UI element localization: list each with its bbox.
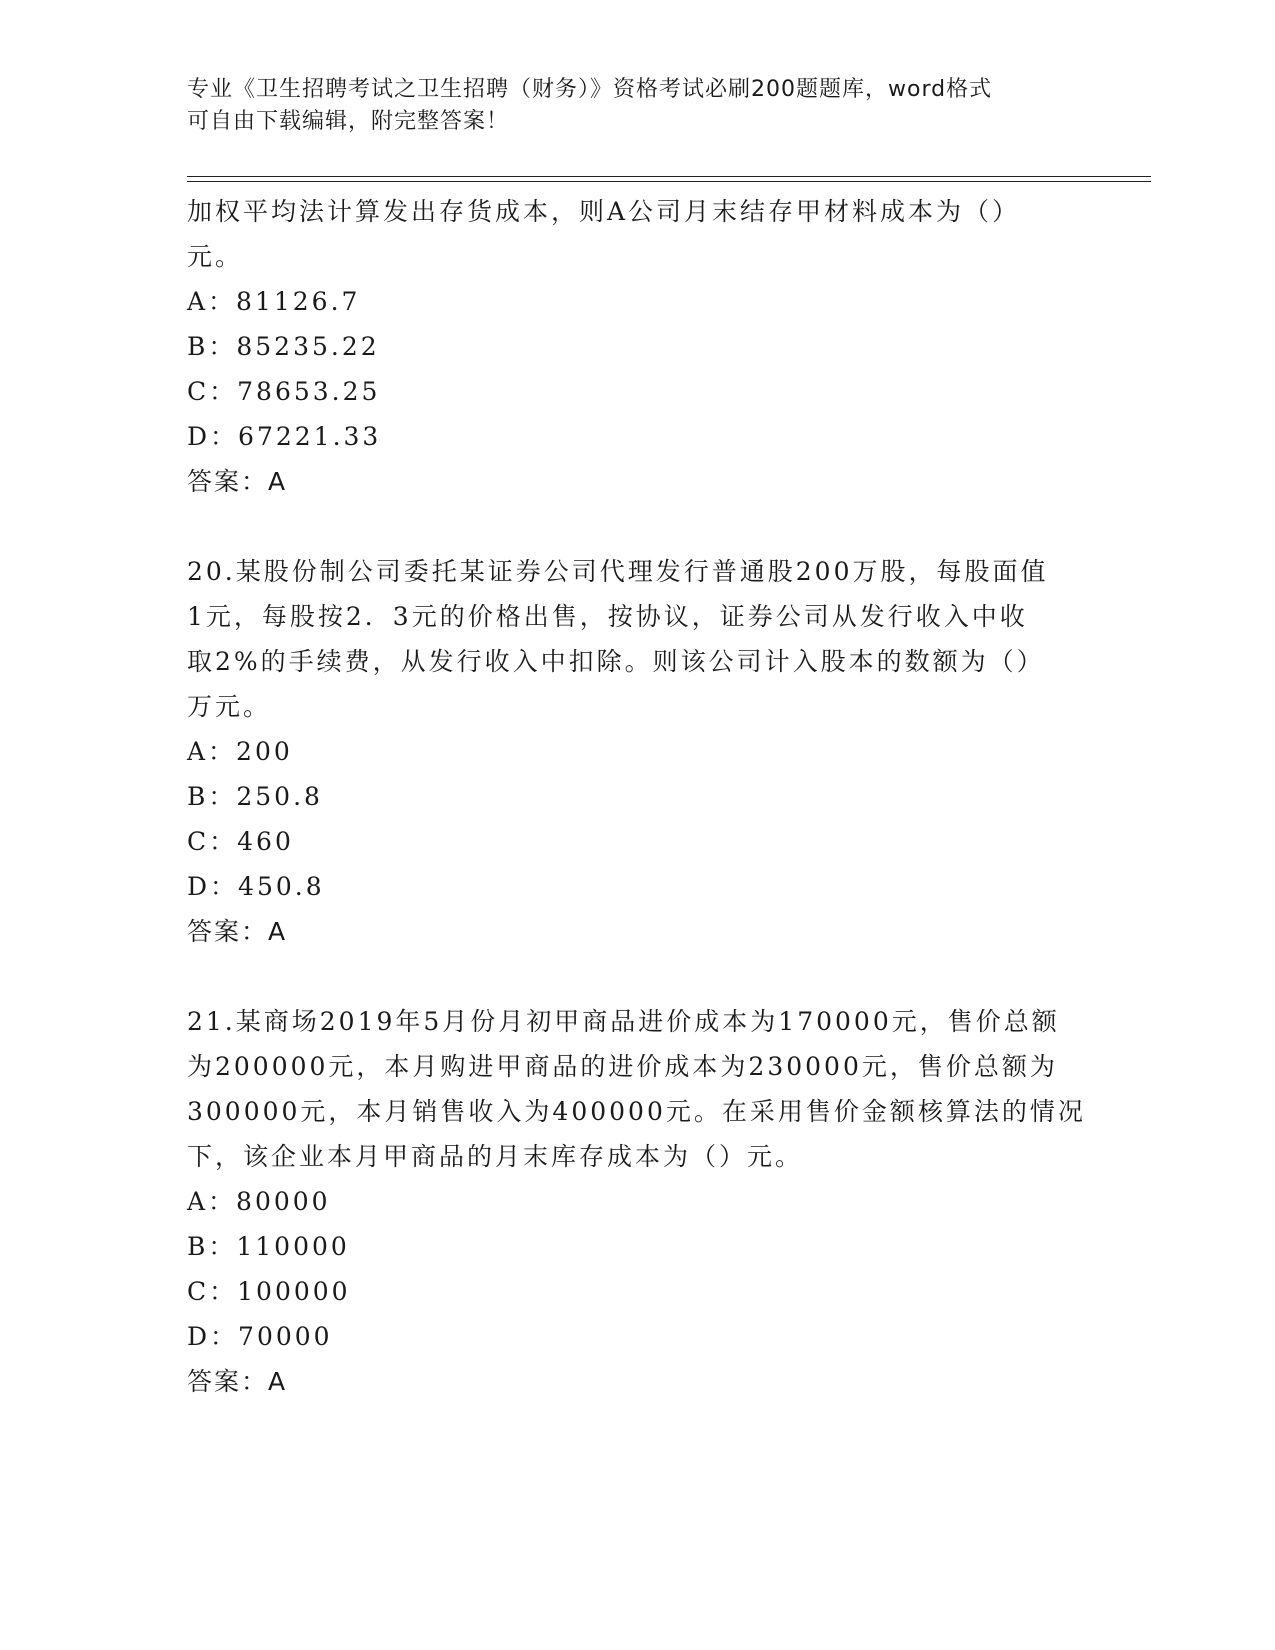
answer-line: 答案：A	[187, 1367, 288, 1396]
question-text-line: 取2%的手续费，从发行收入中扣除。则该公司计入股本的数额为（）	[187, 647, 1045, 676]
option-a: A：81126.7	[187, 287, 361, 316]
document-header	[187, 74, 1067, 138]
question-list	[187, 189, 1087, 1404]
header-title-line-1: 专业《卫生招聘考试之卫生招聘（财务）》资格考试必刷200题题库，word格式	[187, 77, 993, 102]
question-text-line: 元。	[187, 242, 244, 271]
question-text-line: 万元。	[187, 692, 272, 721]
option-c: C：100000	[187, 1277, 351, 1306]
option-d: D：70000	[187, 1322, 333, 1351]
question-spacer	[187, 504, 1087, 549]
option-b: B：85235.22	[187, 332, 380, 361]
answer-line: 答案：A	[187, 917, 288, 946]
option-a: A：80000	[187, 1187, 331, 1216]
question-text-line: 为200000元，本月购进甲商品的进价成本为230000元，售价总额为	[187, 1052, 1058, 1081]
header-title-line-2: 可自由下载编辑，附完整答案！	[187, 109, 510, 134]
header-divider-bottom	[187, 181, 1151, 182]
option-c: C：78653.25	[187, 377, 381, 406]
question-item	[187, 999, 1087, 1404]
question-item	[187, 189, 1087, 504]
option-b: B：250.8	[187, 782, 323, 811]
question-text-line: 20.某股份制公司委托某证券公司代理发行普通股200万股，每股面值	[187, 557, 1049, 586]
option-b: B：110000	[187, 1232, 350, 1261]
option-a: A：200	[187, 737, 293, 766]
question-text-line: 300000元，本月销售收入为400000元。在采用售价金额核算法的情况	[187, 1097, 1086, 1126]
question-item	[187, 549, 1087, 954]
option-d: D：450.8	[187, 872, 325, 901]
question-text-line: 21.某商场2019年5月份月初甲商品进价成本为170000元，售价总额	[187, 1007, 1060, 1036]
question-text-line: 1元，每股按2．3元的价格出售，按协议，证券公司从发行收入中收	[187, 602, 1028, 631]
option-c: C：460	[187, 827, 294, 856]
question-text-line: 下，该企业本月甲商品的月末库存成本为（）元。	[187, 1142, 804, 1171]
header-divider-top	[187, 176, 1151, 177]
question-text-line: 加权平均法计算发出存货成本，则A公司月末结存甲材料成本为（）	[187, 197, 1021, 226]
answer-line: 答案：A	[187, 467, 288, 496]
question-spacer	[187, 954, 1087, 999]
option-d: D：67221.33	[187, 422, 382, 451]
